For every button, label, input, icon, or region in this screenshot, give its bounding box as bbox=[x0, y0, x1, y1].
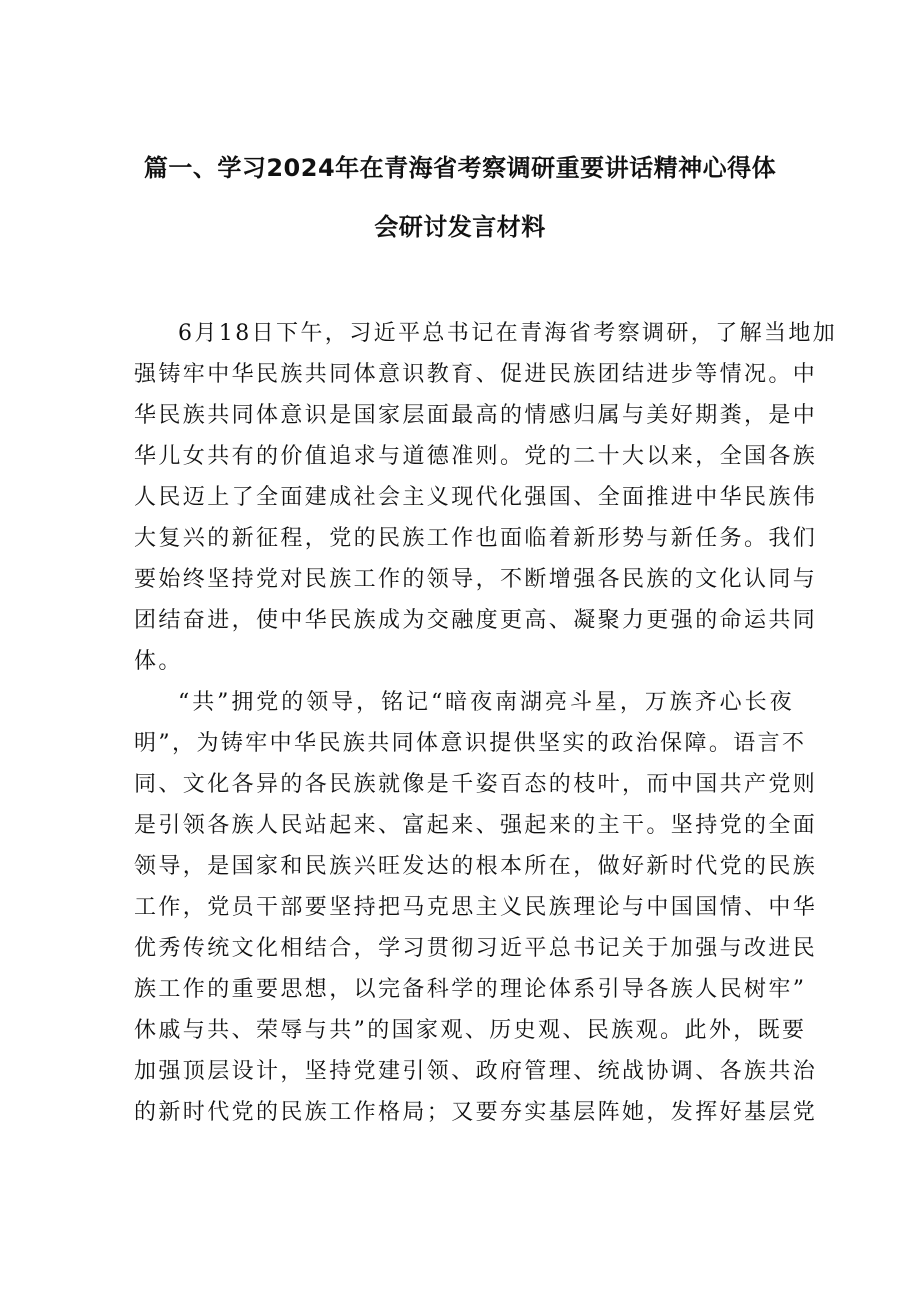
paragraph-line: 族工作的重要思想，以完备科学的理论体系引导各族人民树牢” bbox=[134, 977, 807, 1002]
paragraph-1 bbox=[134, 313, 838, 682]
paragraph-line: 优秀传统文化相结合，学习贯彻习近平总书记关于加强与改进民 bbox=[134, 936, 818, 961]
paragraph-line: 明”，为铸牢中华民族共同体意识提供坚实的政治保障。语言不 bbox=[134, 731, 807, 756]
paragraph-line: 强铸牢中华民族共同体意识教育、促进民族团结进步等情况。中 bbox=[134, 362, 818, 387]
paragraph-2 bbox=[134, 682, 818, 1133]
paragraph-line: 大复兴的新征程，党的民族工作也面临着新形势与新任务。我们 bbox=[134, 526, 818, 551]
paragraph-line: 人民迈上了全面建成社会主义现代化强国、全面推进中华民族伟 bbox=[134, 485, 818, 510]
paragraph-line: 是引领各族人民站起来、富起来、强起来的主干。坚持党的全面 bbox=[134, 813, 818, 838]
paragraph-line: 的新时代党的民族工作格局；又要夯实基层阵她，发挥好基层党 bbox=[134, 1100, 818, 1125]
document-title-line-2: 会研讨发言材料 bbox=[374, 213, 546, 241]
paragraph-line: 同、文化各异的各民族就像是千姿百态的枝叶，而中国共产党则 bbox=[134, 772, 818, 797]
paragraph-line: 华民族共同体意识是国家层面最高的情感归属与美好期粪，是中 bbox=[134, 403, 818, 428]
paragraph-line: 团结奋进，使中华民族成为交融度更高、凝聚力更强的命运共同 bbox=[134, 608, 818, 633]
paragraph-line: “共”拥党的领导，铭记“暗夜南湖亮斗星，万族齐心长夜 bbox=[178, 690, 794, 715]
paragraph-line: 体。 bbox=[134, 649, 183, 674]
paragraph-line: 加强顶层设计，坚持党建引领、政府管理、统战协调、各族共治 bbox=[134, 1059, 818, 1084]
paragraph-line: 领导，是国家和民族兴旺发达的根本所在，做好新时代党的民族 bbox=[134, 854, 818, 879]
paragraph-line: 工作，党员干部要坚持把马克思主义民族理论与中国国情、中华 bbox=[134, 895, 818, 920]
paragraph-line: 6月18日下午，习近平总书记在青海省考察调研，了解当地加 bbox=[178, 321, 838, 346]
document-title-line-1: 篇一、学习2024年在青海省考察调研重要讲话精神心得体 bbox=[143, 154, 777, 182]
paragraph-line: 休戚与共、荣辱与共”的国家观、历史观、民族观。此外，既要 bbox=[134, 1018, 807, 1043]
paragraph-line: 要始终坚持党对民族工作的领导，不断增强各民族的文化认同与 bbox=[134, 567, 818, 592]
paragraph-line: 华儿女共有的价值追求与道德准则。党的二十大以来，全国各族 bbox=[134, 444, 818, 469]
